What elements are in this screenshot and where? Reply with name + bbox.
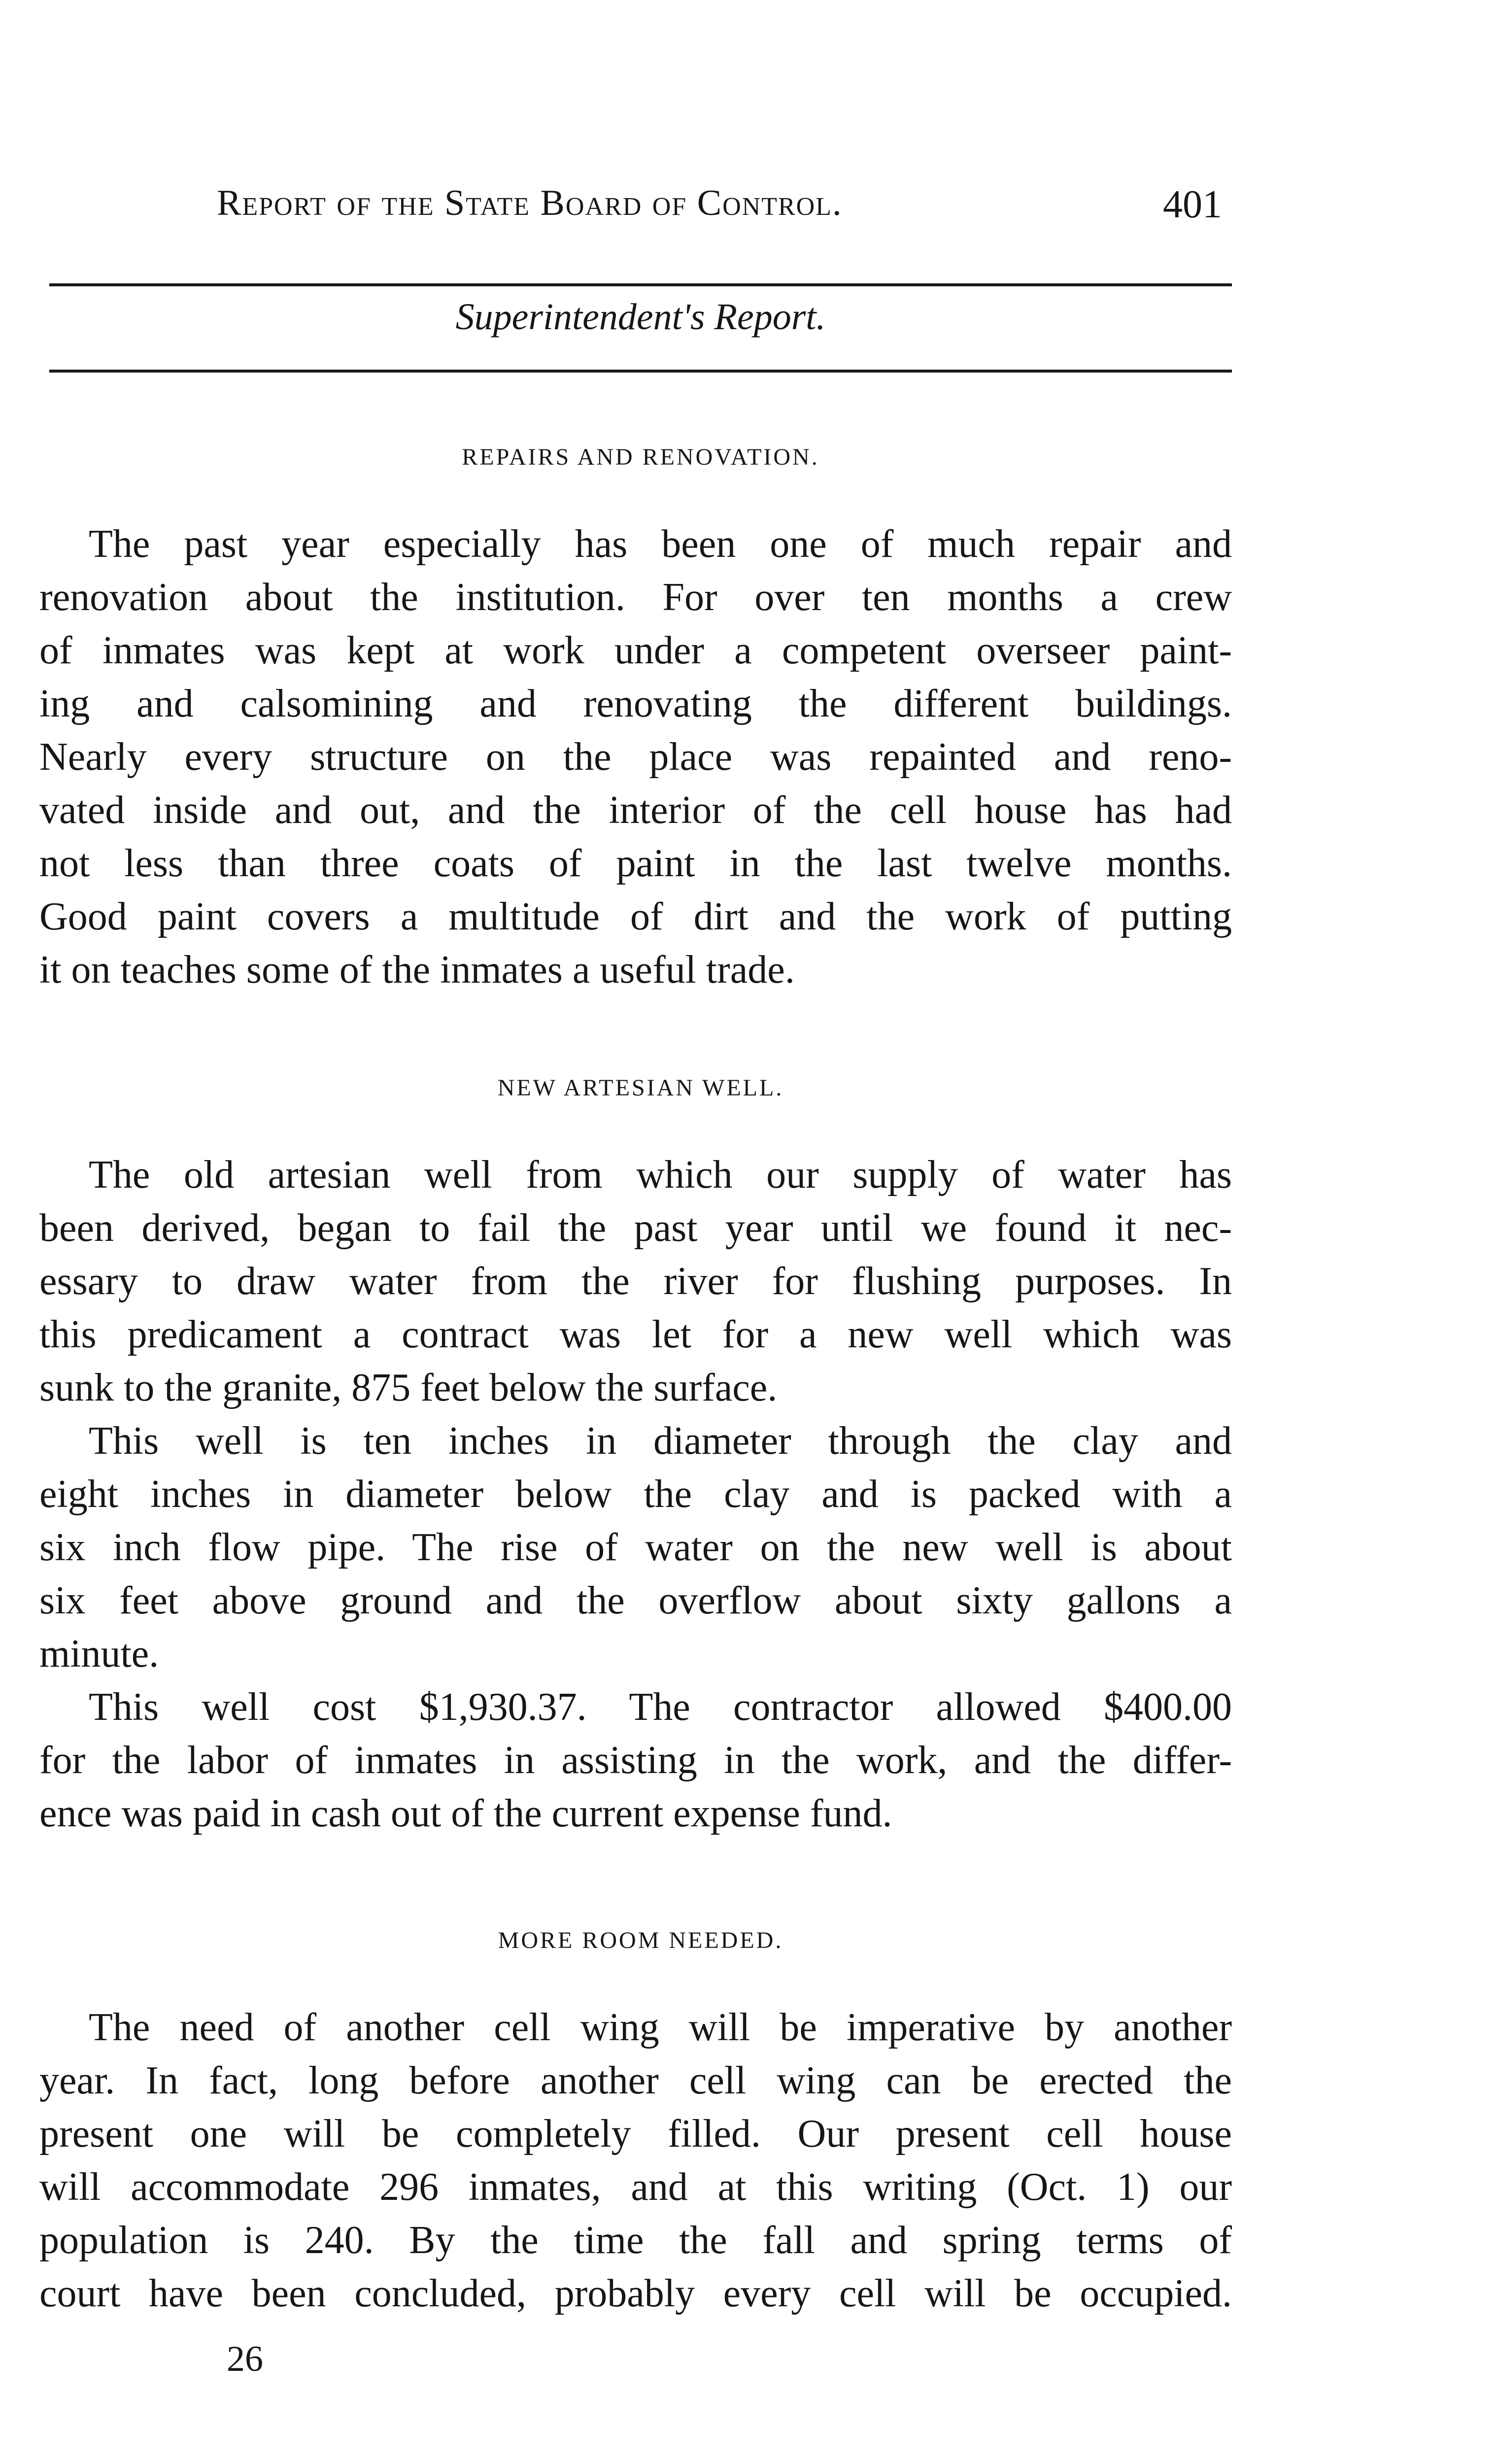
text-line: six inch flow pipe. The rise of water on the new well is about [39, 1526, 1232, 1569]
text-line: will accommodate 296 inmates, and at this writing (Oct. 1) our [39, 2165, 1232, 2209]
text-line: This well is ten inches in diameter through the clay and [89, 1419, 1232, 1463]
subheading-more-room: MORE ROOM NEEDED. [498, 1927, 783, 1953]
text-line: not less than three coats of paint in the last twelve months. [39, 842, 1232, 885]
text-line: it on teaches some of the inmates a useful trade. [39, 948, 795, 992]
subheading-artesian-well: NEW ARTESIAN WELL. [497, 1075, 784, 1101]
text-line: Nearly every structure on the place was repainted and reno- [39, 735, 1232, 779]
text-line: present one will be completely filled. Our present cell house [39, 2112, 1232, 2156]
text-line: year. In fact, long before another cell wing can be erected the [39, 2059, 1232, 2102]
text-line: essary to draw water from the river for flushing purposes. In [39, 1260, 1232, 1303]
text-line: ing and calsomining and renovating the different buildings. [39, 682, 1232, 725]
subheading-repairs: REPAIRS AND RENOVATION. [462, 444, 819, 470]
section-head: Superintendent's Report. [455, 296, 826, 338]
text-line: vated inside and out, and the interior of the cell house has had [39, 788, 1232, 832]
text-line: The old artesian well from which our supply of water has [89, 1153, 1232, 1197]
text-line: population is 240. By the time the fall and spring terms of [39, 2219, 1232, 2262]
paragraph-repairs [39, 517, 1232, 996]
text-line: eight inches in diameter below the clay and is packed with a [39, 1472, 1232, 1516]
running-title: Report of the State Board of Control. [217, 183, 843, 223]
text-line: Good paint covers a multitude of dirt and the work of putting [39, 895, 1232, 938]
page-number: 401 [1163, 183, 1222, 226]
text-line: of inmates was kept at work under a competent overseer paint- [39, 629, 1232, 672]
text-line: The past year especially has been one of much repair and [89, 522, 1232, 566]
paragraph-artesian-well-1 [39, 1148, 1232, 1414]
text-line: been derived, began to fail the past year until we found it nec- [39, 1206, 1232, 1250]
paragraph-artesian-well-3 [39, 1680, 1232, 1840]
text-line: six feet above ground and the overflow about sixty gallons a [39, 1579, 1232, 1622]
text-line: This well cost $1,930.37. The contractor allowed $400.00 [89, 1685, 1232, 1729]
printer-signature-mark: 26 [227, 2339, 263, 2379]
bottom-rule [49, 370, 1232, 373]
text-line: sunk to the granite, 875 feet below the surface. [39, 1366, 778, 1409]
text-line: minute. [39, 1632, 159, 1676]
running-head [217, 182, 1222, 237]
paragraph-more-room [39, 2001, 1232, 2320]
top-rule [49, 283, 1232, 286]
text-line: court have been concluded, probably every cell will be occupied. [39, 2272, 1232, 2315]
text-line: The need of another cell wing will be imperative by another [89, 2006, 1232, 2049]
text-line: for the labor of inmates in assisting in the work, and the differ- [39, 1739, 1232, 1782]
text-line: ence was paid in cash out of the current expense fund. [39, 1792, 892, 1835]
text-line: renovation about the institution. For over ten months a crew [39, 576, 1232, 619]
text-line: this predicament a contract was let for a new well which was [39, 1313, 1232, 1356]
paragraph-artesian-well-2 [39, 1414, 1232, 1680]
